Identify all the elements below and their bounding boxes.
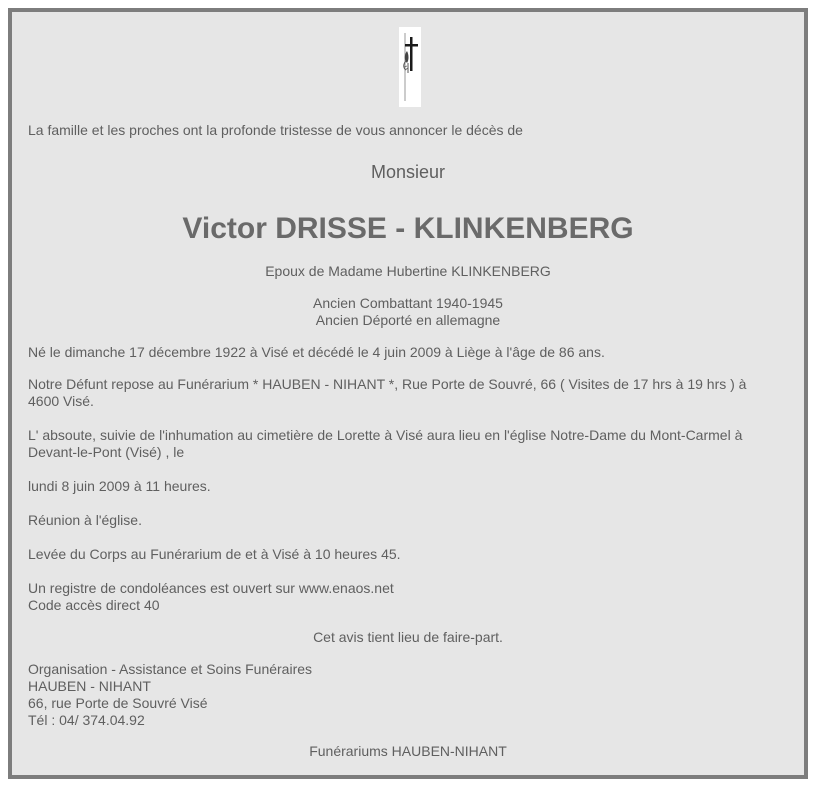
register-code-line: Code accès direct 40 (28, 597, 160, 613)
rest-text-line: 4600 Visé. (28, 393, 94, 409)
organisation-phone: Tél : 04/ 374.04.92 (28, 712, 145, 728)
levee-text: Levée du Corps au Funérarium de et à Visé à 10 heures 45. (28, 546, 401, 562)
organisation-line: Organisation - Assistance et Soins Funéraires (28, 661, 313, 677)
intro-text: La famille et les proches ont la profonde tristesse de vous annoncer le décès de (28, 122, 523, 138)
organisation-line: 66, rue Porte de Souvré Visé (28, 695, 208, 711)
honorific: Monsieur (370, 162, 446, 182)
footer-text: Funérariums HAUBEN-NIHANT (309, 743, 507, 759)
deceased-name: Victor DRISSE - KLINKENBERG (182, 212, 634, 245)
cross-with-lily-icon (399, 27, 421, 107)
distinction-line: Ancien Déporté en allemagne (315, 312, 501, 328)
spouse-text: Epoux de Madame Hubertine KLINKENBERG (265, 263, 551, 279)
organisation-line: HAUBEN - NIHANT (28, 678, 151, 694)
absoute-text-line: Devant-le-Pont (Visé) , le (28, 444, 185, 460)
rest-text-line: Notre Défunt repose au Funérarium * HAUBEN - NIHANT *, Rue Porte de Souvré, 66 ( Visites de 17 hrs à 19 hrs ) à (28, 376, 747, 392)
absoute-text-line: L' absoute, suivie de l'inhumation au cimetière de Lorette à Visé aura lieu en l'église Notre-Dame du Mont-Carmel à (28, 427, 743, 443)
distinction-line: Ancien Combattant 1940-1945 (313, 295, 503, 311)
register-text-line: Un registre de condoléances est ouvert sur www.enaos.net (28, 580, 394, 596)
obituary-card (8, 8, 808, 779)
ceremony-date: lundi 8 juin 2009 à 11 heures. (28, 478, 211, 494)
birth-death-text: Né le dimanche 17 décembre 1922 à Visé et décédé le 4 juin 2009 à Liège à l'âge de 86 ans. (28, 344, 605, 360)
meeting-text: Réunion à l'église. (28, 512, 142, 528)
notice-text: Cet avis tient lieu de faire-part. (313, 629, 503, 645)
